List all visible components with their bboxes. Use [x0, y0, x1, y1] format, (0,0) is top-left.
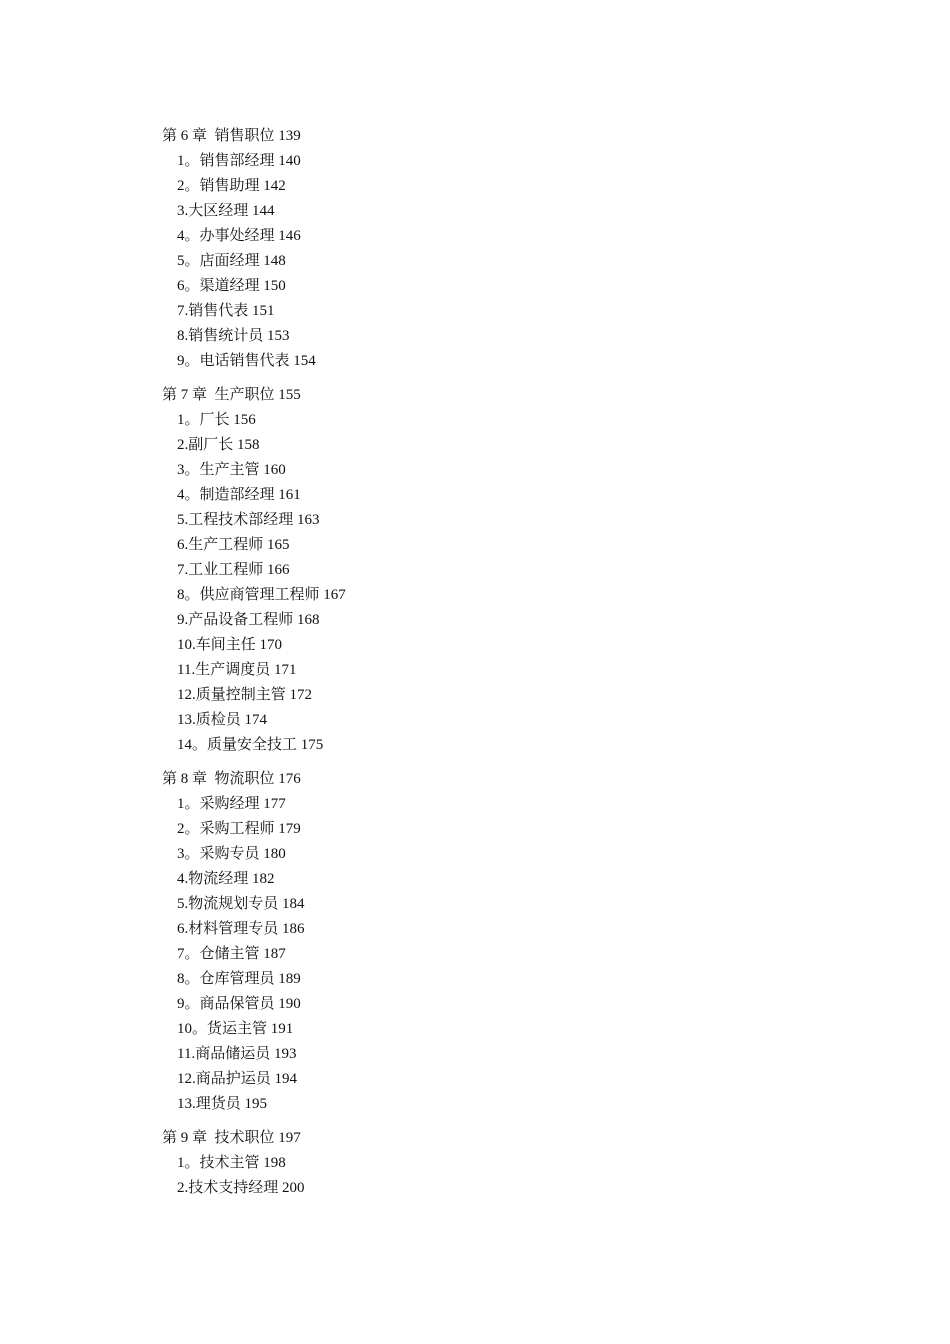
- chapter-title: 第 7 章 生产职位 155: [162, 387, 301, 403]
- toc-entry: 1。采购经理 177: [177, 796, 286, 812]
- toc-entry: 3。生产主管 160: [177, 462, 286, 478]
- toc-entry: 8。仓库管理员 189: [177, 971, 301, 987]
- toc-entry: 4。办事处经理 146: [177, 228, 301, 244]
- toc-entry: 7.工业工程师 166: [177, 562, 290, 578]
- toc-entry: 4。制造部经理 161: [177, 487, 301, 503]
- toc-entry: 9.产品设备工程师 168: [177, 612, 320, 628]
- toc-entry: 11.生产调度员 171: [177, 662, 297, 678]
- toc-entry: 2。销售助理 142: [177, 178, 286, 194]
- toc-entry: 2.副厂长 158: [177, 437, 260, 453]
- chapter-section: [162, 124, 862, 374]
- toc-entry: 6.材料管理专员 186: [177, 921, 305, 937]
- toc-entry: 1。厂长 156: [177, 412, 256, 428]
- toc-entry: 13.理货员 195: [177, 1096, 268, 1112]
- toc-entry: 8.销售统计员 153: [177, 328, 290, 344]
- toc-entry: 7.销售代表 151: [177, 303, 275, 319]
- toc-entry: 5.物流规划专员 184: [177, 896, 305, 912]
- chapter-section: [162, 767, 862, 1117]
- toc-entry: 3.大区经理 144: [177, 203, 275, 219]
- toc-entry: 5.工程技术部经理 163: [177, 512, 320, 528]
- toc-entry: 6。渠道经理 150: [177, 278, 286, 294]
- toc-entry: 7。仓储主管 187: [177, 946, 286, 962]
- toc-entry: 8。供应商管理工程师 167: [177, 587, 346, 603]
- toc-entry: 1。技术主管 198: [177, 1155, 286, 1171]
- toc-entry: 2。采购工程师 179: [177, 821, 301, 837]
- toc-entry: 12.商品护运员 194: [177, 1071, 298, 1087]
- toc-entry: 1。销售部经理 140: [177, 153, 301, 169]
- toc-entry: 13.质检员 174: [177, 712, 268, 728]
- toc-entry: 6.生产工程师 165: [177, 537, 290, 553]
- toc-entry: 2.技术支持经理 200: [177, 1180, 305, 1196]
- toc-entry: 12.质量控制主管 172: [177, 687, 313, 703]
- table-of-contents: [162, 124, 862, 1210]
- chapter-title: 第 6 章 销售职位 139: [162, 128, 301, 144]
- toc-entry: 11.商品储运员 193: [177, 1046, 297, 1062]
- toc-entry: 4.物流经理 182: [177, 871, 275, 887]
- toc-entry: 3。采购专员 180: [177, 846, 286, 862]
- toc-entry: 10。货运主管 191: [177, 1021, 294, 1037]
- toc-entry: 5。店面经理 148: [177, 253, 286, 269]
- chapter-section: [162, 1126, 862, 1201]
- toc-entry: 9。商品保管员 190: [177, 996, 301, 1012]
- toc-entry: 9。电话销售代表 154: [177, 353, 316, 369]
- toc-entry: 10.车间主任 170: [177, 637, 283, 653]
- chapter-title: 第 8 章 物流职位 176: [162, 771, 301, 787]
- chapter-section: [162, 383, 862, 758]
- toc-entry: 14。质量安全技工 175: [177, 737, 324, 753]
- chapter-title: 第 9 章 技术职位 197: [162, 1130, 301, 1146]
